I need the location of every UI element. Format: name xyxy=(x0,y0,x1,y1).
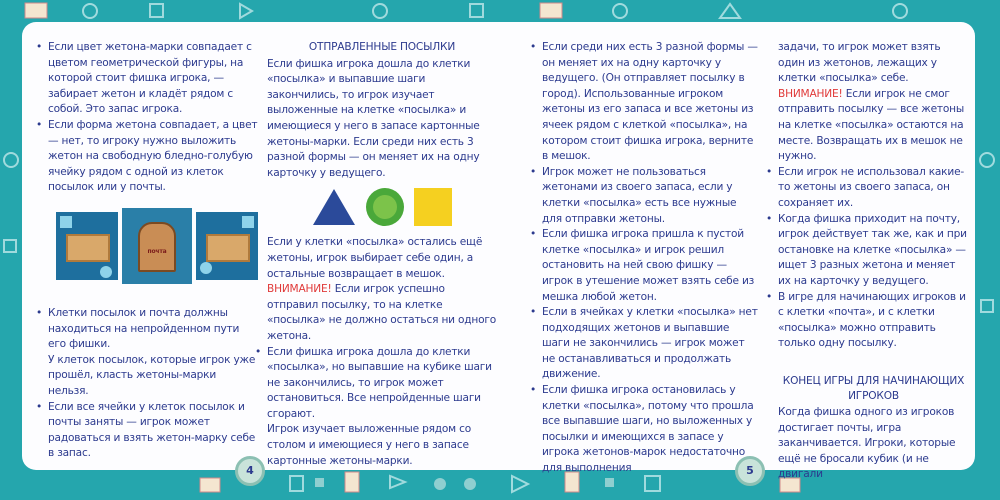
circle-shape-icon xyxy=(373,4,387,18)
parcel-icon xyxy=(206,234,250,262)
circle-shape-icon xyxy=(464,478,476,490)
paragraph: Когда фишка одного из игроков достигает почты, игра заканчивается. Игроки, которые ещё не бросали кубик (и не двигали xyxy=(778,406,956,481)
circle-shape-icon xyxy=(4,153,18,167)
square-shape-icon xyxy=(645,476,660,491)
mailbox-icon xyxy=(138,222,176,272)
section-heading: КОНЕЦ ИГРЫ ДЛЯ НАЧИНАЮЩИХ ИГРОКОВ xyxy=(782,374,965,403)
column-2 xyxy=(267,40,497,469)
warning-paragraph xyxy=(764,87,969,165)
column-3 xyxy=(528,40,758,477)
list-item-continuation: У клеток посылок, которые игрок уже прошёл, класть жетоны-марки нельзя. xyxy=(48,353,256,397)
triangle-shape-icon xyxy=(240,4,252,18)
square-shape-icon xyxy=(315,478,324,487)
list-item: • Если в ячейках у клетки «посылка» нет подходящих жетонов и выпавшие шаги не закончились — игрок может не останавливаться и продолжать движение. xyxy=(528,305,758,383)
circle-shape-icon xyxy=(893,4,907,18)
page-number-right: 5 xyxy=(735,456,765,486)
triangle-shape-icon xyxy=(720,4,740,18)
list-item: • Когда фишка приходит на почту, игрок действует так же, как и при остановке на клетке «посылка» — ищет 3 разных жетона и меняет их на карточку у ведущего. xyxy=(764,212,969,290)
section-heading: ОТПРАВЛЕННЫЕ ПОСЫЛКИ xyxy=(308,41,456,53)
circle-stamp-icon xyxy=(365,187,405,227)
square-stamp-icon xyxy=(413,187,453,227)
warning-text: Если игрок не смог отправить посылку — все жетоны на клетке «посылка» остаются на месте. Возвращать их в мешок не нужно. xyxy=(778,87,965,163)
warning-paragraph xyxy=(267,282,497,344)
page-number-left: 4 xyxy=(235,456,265,486)
booklet-spread xyxy=(22,22,975,481)
mailbox-label: почта xyxy=(147,247,167,255)
parcel-tile xyxy=(196,212,258,280)
list-item: • Если цвет жетона-марки совпадает с цветом геометрической фигуры, на которой стоит фишка игрока, — забирает жетон и кладёт рядом с собой. Это запас игрока. xyxy=(34,40,259,118)
list-item: • Если фишка игрока остановилась у клетки «посылка», потому что прошла все выпавшие шаги, но выложенных у посылки и имеющихся в запасе у игрока жетонов-марок недостаточно для выполнения xyxy=(528,383,758,477)
parcel-tile xyxy=(56,212,118,280)
list-item: • Если фишка игрока дошла до клетки «посылка», но выпавшие на кубике шаги не закончились, то игрок может остановиться. Все непройденные шаги сгорают. xyxy=(253,345,497,423)
board-tiles-image xyxy=(56,212,259,284)
triangle-stamp-icon xyxy=(311,187,357,227)
list-item: • Если все ячейки у клеток посылок и почты заняты — игрок может радоваться и взять жетон-марку себе в запас. xyxy=(34,400,259,462)
warning-label: ВНИМАНИЕ! xyxy=(267,283,332,296)
circle-shape-icon xyxy=(434,478,446,490)
square-shape-icon xyxy=(4,240,16,252)
paragraph: Если у клетки «посылка» остались ещё жетоны, игрок выбирает себе один, а остальные возвращает в мешок. xyxy=(267,236,483,280)
square-shape-icon xyxy=(290,476,303,491)
list-item-continuation: Игрок изучает выложенные рядом со столом и имеющиеся у него в запасе картонные жетоны-марки. xyxy=(267,423,472,467)
post-office-tile xyxy=(122,208,192,284)
envelope-icon xyxy=(540,3,562,18)
warning-text: Если игрок успешно отправил посылку, то на клетке «посылка» не должно остаться ни одного жетона. xyxy=(267,283,497,342)
envelope-icon xyxy=(25,3,47,18)
circle-shape-icon xyxy=(980,153,994,167)
square-shape-icon xyxy=(981,300,993,312)
list-item: • Если форма жетона совпадает, а цвет — нет, то игроку нужно выложить жетон на свободную бледно-голубую ячейку рядом с одной из клеток посылок или у почты. xyxy=(34,118,259,196)
circle-shape-icon xyxy=(613,4,627,18)
list-item: • Клетки посылок и почта должны находиться на непройденном пути его фишки. xyxy=(34,306,259,353)
list-item: • Если фишка игрока пришла к пустой клетке «посылка» и игрок решил остановить на ней свою фишку — игрок в утешение может взять себе из мешка любой жетон. xyxy=(528,227,758,305)
list-item: • Если игрок не использовал какие-то жетоны из своего запаса, он сохраняет их. xyxy=(764,165,969,212)
stamp-icon xyxy=(345,472,359,492)
square-shape-icon xyxy=(470,4,483,17)
column-4 xyxy=(764,40,969,483)
paragraph: Если фишка игрока дошла до клетки «посылка» и выпавшие шаги закончились, то игрок изучает выложенные на клетке «посылка» и имеющиеся у него в запасе картонные жетоны-марки. Если среди них есть 3 разной формы — он меняет их на одну карточку у ведущего. xyxy=(267,57,480,179)
list-item-continuation: задачи, то игрок может взять один из жетонов, лежащих у клетки «посылка» себе. xyxy=(778,41,941,85)
envelope-icon xyxy=(200,478,220,492)
list-item: • Если среди них есть 3 разной формы — он меняет их на одну карточку у ведущего. (Он отправляет посылку в город). Использованные игроком жетоны из его запаса и все жетоны из ячеек рядом с клеткой «посылка», на котором стоит фишка игрока, верните в мешок. xyxy=(528,40,758,165)
square-shape-icon xyxy=(605,478,614,487)
list-item: • В игре для начинающих игроков и с клетки «почта», и с клетки «посылка» можно отправить только одну посылку. xyxy=(764,290,969,352)
triangle-shape-icon xyxy=(512,476,528,492)
warning-label: ВНИМАНИЕ! xyxy=(778,87,843,100)
stamp-tokens-image xyxy=(267,187,497,227)
square-shape-icon xyxy=(150,4,163,17)
column-1 xyxy=(34,40,259,462)
parcel-icon xyxy=(66,234,110,262)
circle-shape-icon xyxy=(83,4,97,18)
list-item: • Игрок может не пользоваться жетонами из своего запаса, если у клетки «посылка» есть все нужные для отправки жетоны. xyxy=(528,165,758,227)
triangle-shape-icon xyxy=(390,476,405,488)
